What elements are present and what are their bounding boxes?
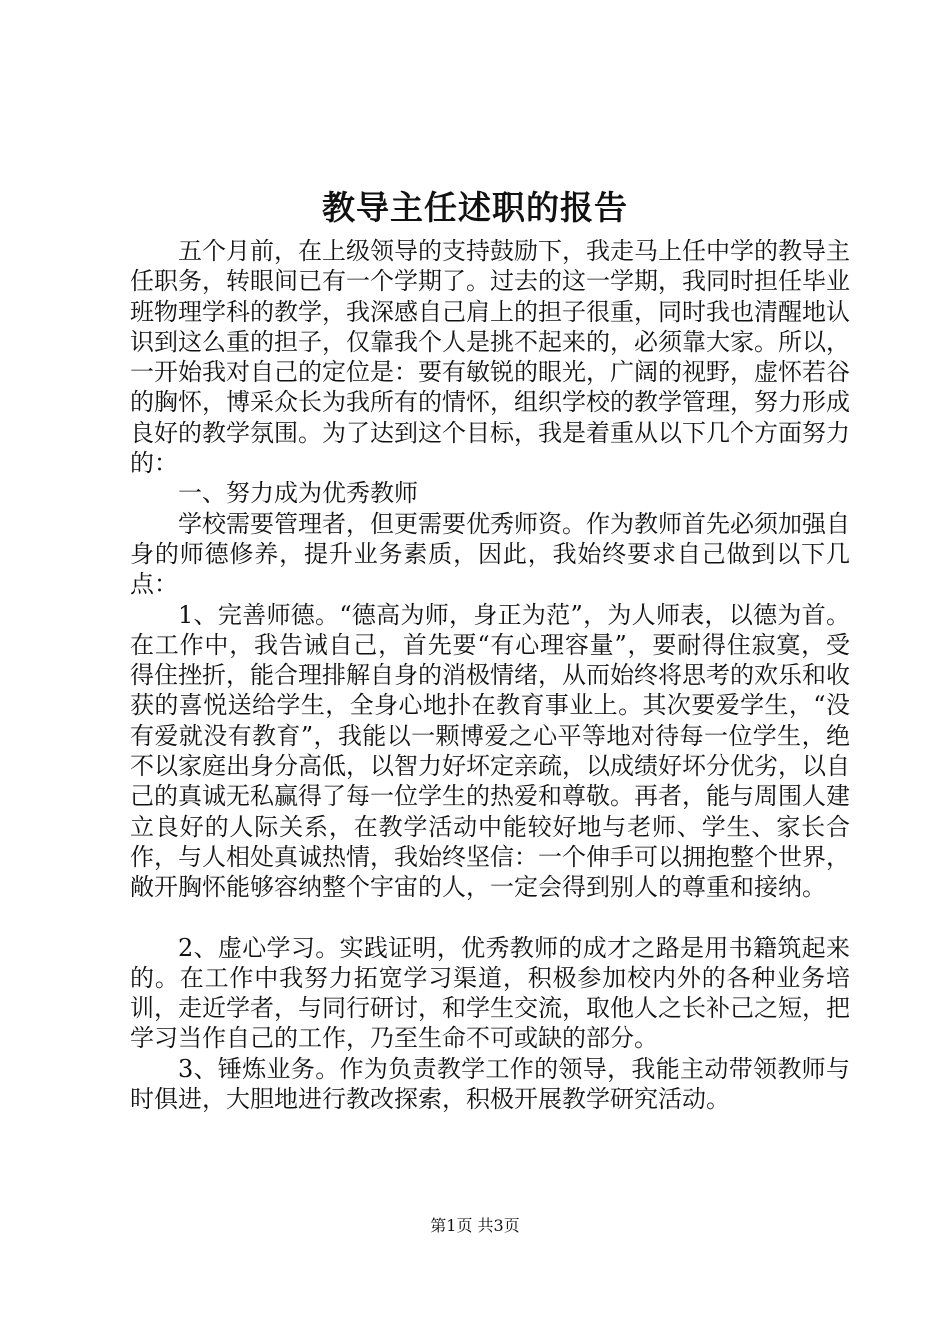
document-title: 教导主任述职的报告 [322, 188, 628, 227]
paragraph-gap [130, 903, 850, 933]
paragraph-section-intro: 学校需要管理者，但更需要优秀师资。作为教师首先必须加强自身的师德修养，提升业务素质，因此，我始终要求自己做到以下几点： [130, 509, 850, 599]
section-heading: 一、努力成为优秀教师 [178, 479, 418, 508]
paragraph-intro: 五个月前，在上级领导的支持鼓励下，我走马上任中学的教导主任职务，转眼间已有一个学期了。过去的这一学期，我同时担任毕业班物理学科的教学，我深感自己肩上的担子很重，同时我也清醒地认识到这么重的担子，仅靠我个人是挑不起来的，必须靠大家。所以，一开始我对自己的定位是：要有敏锐的眼光，广阔的视野，虚怀若谷的胸怀，博采众长为我所有的情怀，组织学校的教学管理，努力形成良好的教学氛围。为了达到这个目标，我是着重从以下几个方面努力的： [130, 237, 850, 478]
paragraph-point-3: 3、锤炼业务。作为负责教学工作的领导，我能主动带领教师与时俱进，大胆地进行教改探索，积极开展教学研究活动。 [130, 1054, 850, 1114]
paragraph-point-1: 1、完善师德。“德高为师，身正为范”，为人师表，以德为首。在工作中，我告诫自己，首先要“有心理容量”，要耐得住寂寞，受得住挫折，能合理排解自身的消极情绪，从而始终将思考的欢乐和收获的喜悦送给学生，全身心地扑在教育事业上。其次要爱学生，“没有爱就没有教育”，我能以一颗博爱之心平等地对待每一位学生，绝不以家庭出身分高低，以智力好坏定亲疏，以成绩好坏分优劣，以自己的真诚无私赢得了每一位学生的热爱和尊敬。再者，能与周围人建立良好的人际关系，在教学活动中能较好地与老师、学生、家长合作，与人相处真诚热情，我始终坚信：一个伸手可以拥抱整个世界，敞开胸怀能够容纳整个宇宙的人，一定会得到别人的尊重和接纳。 [130, 600, 850, 902]
paragraph-point-2: 2、虚心学习。实践证明，优秀教师的成才之路是用书籍筑起来的。在工作中我努力拓宽学习渠道，积极参加校内外的各种业务培训，走近学者，与同行研讨，和学生交流，取他人之长补己之短，把学习当作自己的工作，乃至生命不可或缺的部分。 [130, 933, 850, 1053]
document-body [130, 236, 850, 1114]
page-footer: 第1页 共3页 [430, 1216, 520, 1235]
